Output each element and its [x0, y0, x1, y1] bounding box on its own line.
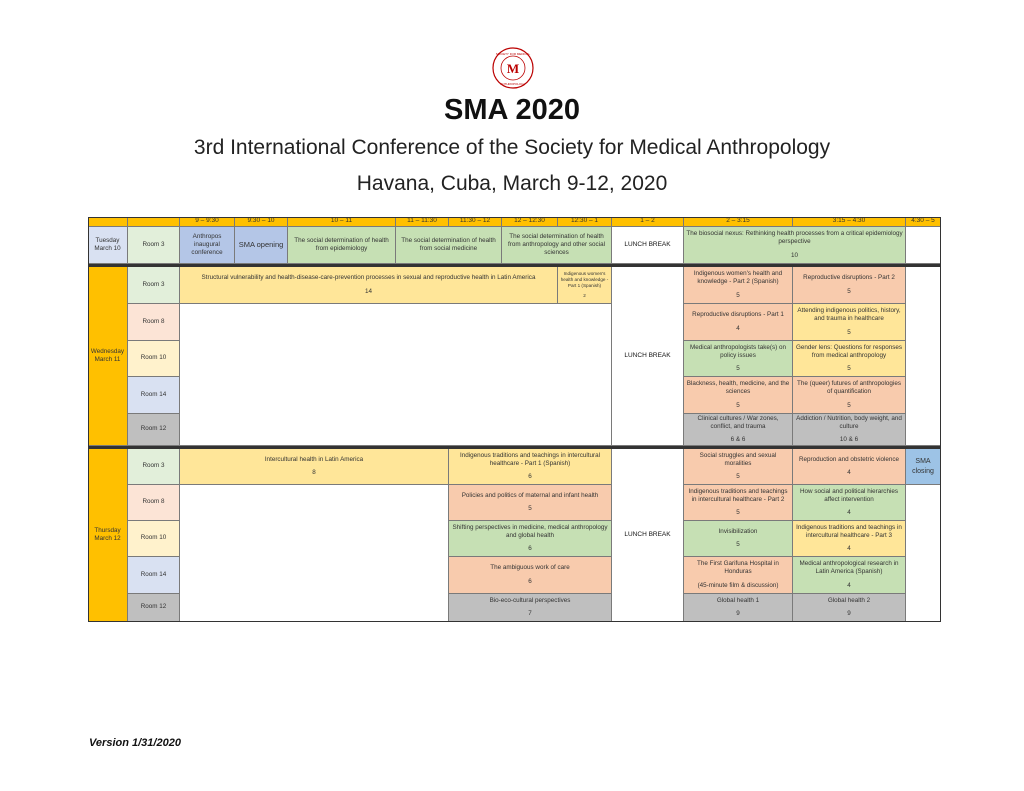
session-intercultural-health-number: 8	[312, 469, 316, 476]
session-shifting-perspectives-number: 6	[528, 545, 532, 553]
room-label	[128, 557, 180, 594]
session-r12a-label: Global health 1	[716, 596, 760, 604]
session-indigenous-traditions-part1	[449, 449, 612, 485]
room-label-label: Room 10	[140, 534, 167, 542]
room-label-label: Room 12	[140, 425, 167, 433]
session-r12a-number: 6 & 6	[730, 436, 746, 444]
lunch-break-label: LUNCH BREAK	[624, 351, 671, 359]
session-r3a-number: 5	[736, 291, 740, 299]
room-label-label: Room 8	[142, 317, 165, 325]
time-slot-9-label: 3:15 – 4:30	[832, 217, 866, 225]
session-social-determination-epi	[288, 227, 396, 264]
session-r14b-label: Medical anthropological research in Latin America (Spanish)	[799, 560, 899, 576]
session-indigenous-traditions-part1-number: 6	[528, 473, 532, 481]
session-r3a-number: 5	[736, 473, 740, 481]
session-r8b	[793, 304, 906, 341]
session-sma-opening	[235, 227, 288, 264]
page-title: SMA 2020	[444, 94, 580, 126]
session-bio-eco-cultural-label: Bio-eco-cultural perspectives	[489, 596, 571, 604]
session-anthropos-label: Anthropos inaugural conference	[191, 232, 223, 257]
conference-subtitle: 3rd International Conference of the Society for Medical Anthropology	[193, 136, 831, 159]
session-r3b-number: 4	[847, 469, 851, 476]
session-r14b-label: The (queer) futures of anthropologies of quantification	[797, 380, 901, 396]
session-r14b	[793, 557, 906, 594]
session-social-determination-anth-label: The social determination of health from anthropology and other social sciences	[508, 232, 605, 257]
session-indigenous-women-part1-label: Indigenous women's health and knowledge - Part 1 (Spanish)	[560, 270, 609, 288]
room-label	[128, 594, 180, 622]
room-label	[128, 521, 180, 557]
session-r3a-label: Indigenous women's health and knowledge - Part 2 (Spanish)	[693, 270, 783, 286]
session-ambiguous-care-label: The ambiguous work of care	[490, 564, 570, 572]
session-r14b	[793, 377, 906, 414]
session-r8a	[684, 304, 793, 341]
session-r3b	[793, 267, 906, 304]
room-label	[128, 449, 180, 485]
time-slot-5	[502, 217, 558, 227]
session-maternal-infant-health-label: Policies and politics of maternal and infant health	[461, 491, 599, 499]
session-r3b-number: 5	[847, 287, 851, 295]
time-slot-1-label: 9:30 – 10	[247, 217, 275, 225]
time-slot-4	[449, 217, 502, 227]
empty-block	[180, 304, 612, 446]
session-r10a-number: 5	[736, 541, 740, 548]
empty-block	[180, 485, 449, 622]
session-shifting-perspectives	[449, 521, 612, 557]
session-r8a	[684, 485, 793, 521]
session-maternal-infant-health-number: 5	[528, 505, 532, 512]
session-shifting-perspectives-label: Shifting perspectives in medicine, medical anthropology and global health	[452, 523, 608, 539]
time-slot-4-label: 11:30 – 12	[459, 217, 491, 225]
session-r3a	[684, 449, 793, 485]
session-anthropos	[180, 227, 235, 264]
room-label-label: Room 14	[140, 390, 167, 398]
session-r10b-label: Gender lens: Questions for responses from medical anthropology	[795, 343, 903, 359]
session-r12a	[684, 414, 793, 446]
room-label-label: Room 8	[142, 498, 165, 506]
session-r12a	[684, 594, 793, 622]
session-r10b	[793, 521, 906, 557]
session-r12b-label: Addiction / Nutrition, body weight, and culture	[796, 414, 902, 430]
header-room	[128, 217, 180, 227]
room-label	[128, 377, 180, 414]
session-r12b	[793, 594, 906, 622]
session-r14b-number: 5	[847, 401, 851, 409]
time-slot-7-label: 1 – 2	[640, 217, 655, 225]
time-slot-2	[288, 217, 396, 227]
time-slot-5-label: 12 – 12:30	[514, 217, 545, 225]
session-r8a-label: Indigenous traditions and teachings in intercultural healthcare - Part 2	[688, 487, 788, 503]
session-r10a-label: Medical anthropologists take(s) on policy issues	[690, 343, 786, 359]
session-r10a	[684, 521, 793, 557]
session-sma-opening-label: SMA opening	[238, 240, 284, 250]
session-biosocial-nexus-number: 10	[790, 251, 798, 259]
session-intercultural-health	[180, 449, 449, 485]
session-r14a-number: 5	[736, 401, 740, 409]
session-structural-vulnerability-label: Structural vulnerability and health-disease-care-prevention processes in sexual and reproductive health in Latin America	[201, 274, 536, 282]
day-wednesday	[88, 267, 128, 446]
session-r12b	[793, 414, 906, 446]
session-r10b	[793, 341, 906, 377]
session-r12a-label: Clinical cultures / War zones, conflict, and trauma	[697, 414, 779, 430]
time-slot-8	[684, 217, 793, 227]
session-r12b-number: 9	[847, 610, 851, 617]
session-r10a-label: Invisibilization	[718, 527, 758, 535]
session-social-determination-anth	[502, 227, 612, 264]
session-r14a-note: (45-minute film & discussion)	[697, 581, 779, 589]
session-r8b-label: Attending indigenous politics, history, and trauma in healthcare	[797, 307, 901, 323]
room-label	[128, 341, 180, 377]
session-r3a-label: Social struggles and sexual moralities	[699, 451, 777, 467]
session-r10b-number: 4	[847, 545, 851, 553]
day-separator	[88, 264, 941, 267]
session-intercultural-health-label: Intercultural health in Latin America	[264, 455, 364, 463]
empty-cell	[906, 267, 941, 446]
session-ambiguous-care	[449, 557, 612, 594]
room-label-label: Room 3	[142, 462, 165, 470]
session-sma-closing	[906, 449, 941, 485]
session-structural-vulnerability-number: 14	[364, 287, 372, 295]
schedule-grid	[88, 217, 941, 622]
session-r12b-number: 10 & 6	[839, 436, 859, 444]
time-slot-3-label: 11 – 11:30	[407, 217, 437, 225]
time-slot-10	[906, 217, 941, 227]
version-label: Version 1/31/2020	[89, 737, 181, 749]
session-r14a	[684, 557, 793, 594]
session-r8b-number: 4	[847, 509, 851, 517]
lunch-break	[612, 227, 684, 264]
room-label-label: Room 3	[142, 240, 165, 248]
time-slot-3	[396, 217, 449, 227]
lunch-break	[612, 267, 684, 446]
session-r3a	[684, 267, 793, 304]
lunch-break	[612, 449, 684, 622]
day-tuesday	[88, 227, 128, 264]
svg-text:ANTHROPOLOGY: ANTHROPOLOGY	[500, 82, 526, 86]
header-corner	[88, 217, 128, 227]
session-indigenous-traditions-part1-label: Indigenous traditions and teachings in intercultural healthcare - Part 1 (Spanish)	[459, 451, 601, 467]
session-bio-eco-cultural	[449, 594, 612, 622]
session-r8a-label: Reproductive disruptions - Part 1	[692, 311, 784, 319]
session-bio-eco-cultural-number: 7	[528, 610, 532, 617]
session-social-determination-med-label: The social determination of health from social medicine	[401, 236, 496, 252]
session-r14a	[684, 377, 793, 414]
time-slot-8-label: 2 – 3:15	[726, 217, 750, 225]
session-sma-closing-label: SMA closing	[912, 458, 934, 475]
session-r8b	[793, 485, 906, 521]
sma-logo	[491, 46, 535, 90]
time-slot-9	[793, 217, 906, 227]
conference-location: Havana, Cuba, March 9-12, 2020	[356, 172, 668, 195]
session-r14a-label: Blackness, health, medicine, and the sciences	[686, 380, 790, 396]
session-r8b-label: How social and political hierarchies affect intervention	[800, 487, 898, 503]
day-tuesday-label: Tuesday March 10	[94, 236, 121, 252]
time-slot-0-label: 9 – 9:30	[195, 217, 219, 225]
session-r3b-label: Reproduction and obstetric violence	[798, 455, 900, 463]
room-label-label: Room 3	[142, 280, 165, 288]
room-label	[128, 485, 180, 521]
room-label	[128, 227, 180, 264]
empty-cell	[906, 485, 941, 622]
session-social-determination-epi-label: The social determination of health from epidemiology	[294, 236, 389, 252]
time-slot-6-label: 12:30 – 1	[570, 217, 599, 225]
session-r10b-number: 5	[847, 365, 851, 373]
day-wednesday-label: Wednesday March 11	[90, 347, 125, 363]
day-thursday-label: Thursday March 12	[94, 526, 121, 542]
session-r10b-label: Indigenous traditions and teachings in intercultural healthcare - Part 3	[796, 523, 902, 539]
session-r8a-number: 4	[736, 324, 740, 332]
session-r10a	[684, 341, 793, 377]
lunch-break-label: LUNCH BREAK	[624, 530, 671, 538]
svg-text:SOCIETY FOR MEDICAL: SOCIETY FOR MEDICAL	[495, 52, 531, 56]
room-label-label: Room 10	[140, 354, 167, 362]
session-biosocial-nexus-label: The biosocial nexus: Rethinking health processes from a critical epidemiology perspective	[686, 230, 903, 246]
session-social-determination-med	[396, 227, 502, 264]
room-label	[128, 267, 180, 304]
session-ambiguous-care-number: 6	[528, 577, 532, 585]
time-slot-0	[180, 217, 235, 227]
session-r12a-number: 9	[736, 610, 740, 617]
room-label	[128, 304, 180, 341]
session-r10a-number: 5	[736, 365, 740, 373]
room-label-label: Room 12	[140, 603, 167, 611]
session-indigenous-women-part1-number: 2	[583, 293, 586, 299]
session-biosocial-nexus	[684, 227, 906, 264]
time-slot-10-label: 4:30 – 5	[911, 217, 935, 225]
session-r3b-label: Reproductive disruptions - Part 2	[803, 274, 895, 282]
session-indigenous-women-part1	[558, 267, 612, 304]
session-r3b	[793, 449, 906, 485]
session-r14b-number: 4	[847, 581, 851, 589]
session-maternal-infant-health	[449, 485, 612, 521]
time-slot-7	[612, 217, 684, 227]
room-label-label: Room 14	[140, 570, 167, 578]
time-slot-1	[235, 217, 288, 227]
day-thursday	[88, 449, 128, 622]
session-r12b-label: Global health 2	[827, 596, 871, 604]
session-r8a-number: 5	[736, 509, 740, 517]
session-r14a-label: The First Garifuna Hospital in Honduras	[697, 560, 779, 576]
lunch-break-label: LUNCH BREAK	[624, 240, 671, 248]
session-r8b-number: 5	[847, 328, 851, 336]
room-label	[128, 414, 180, 446]
empty-cell	[906, 227, 941, 264]
time-slot-2-label: 10 – 11	[330, 217, 353, 225]
session-structural-vulnerability	[180, 267, 558, 304]
time-slot-6	[558, 217, 612, 227]
day-separator	[88, 446, 941, 449]
svg-text:M: M	[506, 61, 520, 76]
